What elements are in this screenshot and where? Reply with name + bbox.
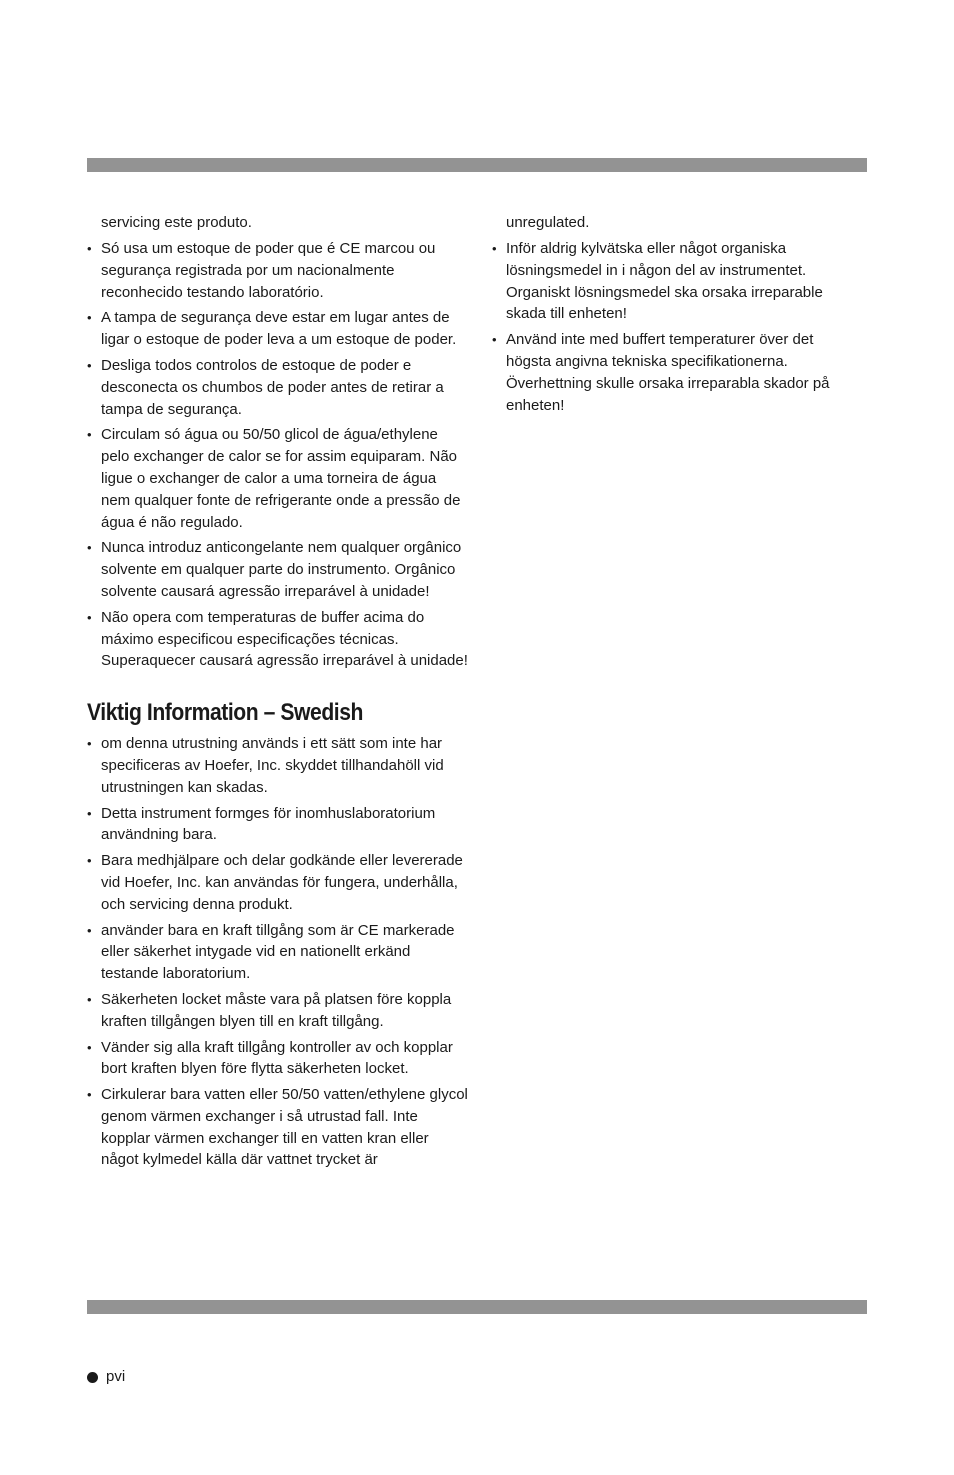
bullet-dot-icon xyxy=(87,1372,98,1383)
list-item: • Circulam só água ou 50/50 glicol de água/ethylene pelo exchanger de calor se for assim equiparam. Não ligue o exchanger de calor a uma torneira de água nem qualquer fonte de refrigerante onde a pressão de água é não regulado. xyxy=(87,424,469,533)
list-item: • Bara medhjälpare och delar godkände eller levererade vid Hoefer, Inc. kan användas för fungera, underhålla, och servicing denna produkt. xyxy=(87,850,469,915)
list-item: • Não opera com temperaturas de buffer acima do máximo especificou especificações técnicas. Superaquecer causará agressão irreparável à unidade! xyxy=(87,607,469,672)
list-item: • använder bara en kraft tillgång som är CE markerade eller säkerhet intygade vid en nationellt erkänd testande laboratorium. xyxy=(87,920,469,985)
list-item: • Vänder sig alla kraft tillgång kontroller av och kopplar bort kraften blyen före flytta säkerheten locket. xyxy=(87,1037,469,1081)
bottom-rule xyxy=(87,1300,867,1314)
continued-text: servicing este produto. xyxy=(101,214,252,231)
page-number: pvi xyxy=(106,1368,126,1385)
swedish-bullet-list xyxy=(87,733,469,1171)
list-item: • Detta instrument formges för inomhuslaboratorium användning bara. xyxy=(87,803,469,847)
list-item: • Använd inte med buffert temperaturer över det högsta angivna tekniska specifikationerna. Överhettning skulle orsaka irreparabla skador på enheten! xyxy=(492,329,844,416)
list-item: • Desliga todos controlos de estoque de poder e desconecta os chumbos de poder antes de retirar a tampa de segurança. xyxy=(87,355,469,420)
list-item: • A tampa de segurança deve estar em lugar antes de ligar o estoque de poder leva a um estoque de poder. xyxy=(87,307,469,351)
list-item: • Cirkulerar bara vatten eller 50/50 vatten/ethylene glycol genom värmen exchanger i så utrustad fall. Inte kopplar värmen exchanger till en vatten kran eller något kylmedel källa där vattnet trycket är xyxy=(87,1084,469,1171)
portuguese-bullet-list xyxy=(87,238,469,672)
left-column xyxy=(87,212,469,1175)
section-heading: Viktig Information – Swedish xyxy=(87,699,363,727)
list-item: • om denna utrustning används i ett sätt som inte har specificeras av Hoefer, Inc. skyddet tillhandahöll vid utrustningen kan skadas. xyxy=(87,733,469,798)
page-footer xyxy=(87,1366,125,1388)
swedish-bullet-list-continued xyxy=(492,238,844,416)
list-item: • Só usa um estoque de poder que é CE marcou ou segurança registrada por um nacionalmente reconhecido testando laboratório. xyxy=(87,238,469,303)
continued-text: unregulated. xyxy=(506,214,590,231)
list-item: • Nunca introduz anticongelante nem qualquer orgânico solvente em qualquer parte do instrumento. Orgânico solvente causará agressão irreparável à unidade! xyxy=(87,537,469,602)
top-rule xyxy=(87,158,867,172)
list-item: • Säkerheten locket måste vara på platsen före koppla kraften tillgången blyen till en kraft tillgång. xyxy=(87,989,469,1033)
list-item: • Inför aldrig kylvätska eller något organiska lösningsmedel in i någon del av instrumentet. Organiskt lösningsmedel ska orsaka irreparable skada till enheten! xyxy=(492,238,844,325)
right-column xyxy=(492,212,844,420)
